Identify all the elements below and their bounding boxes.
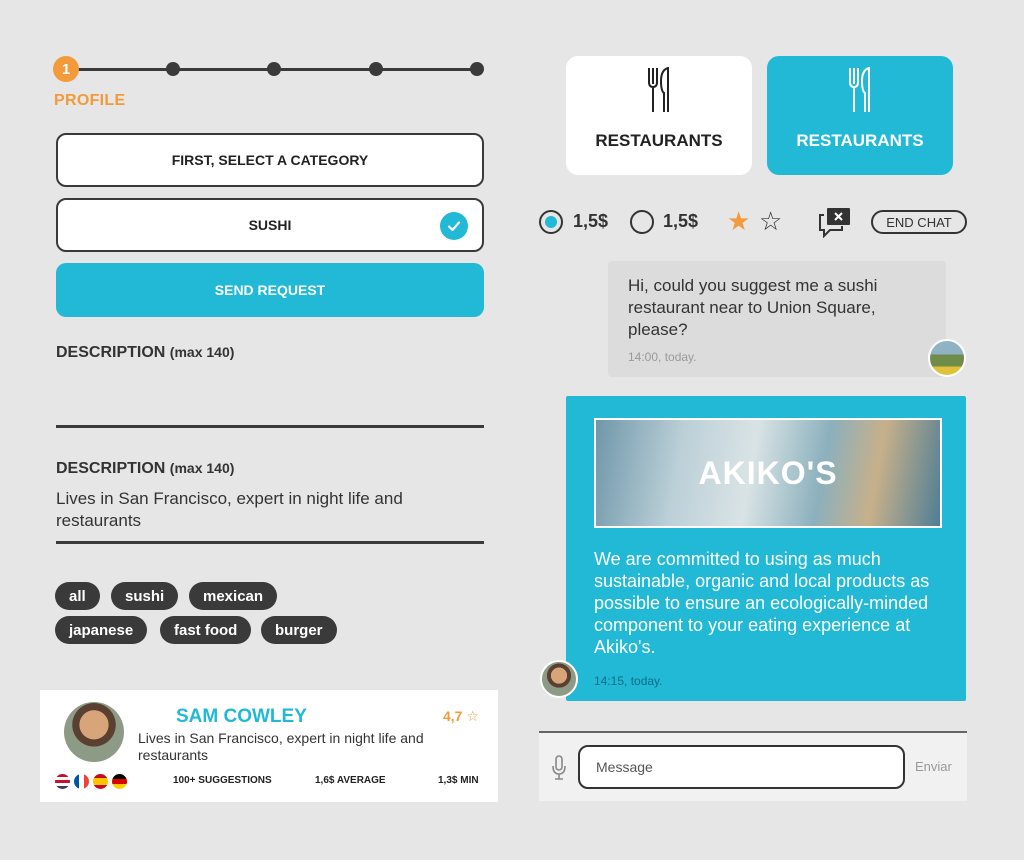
description-limit: (max 140) (169, 344, 235, 360)
description-underline (56, 541, 484, 544)
description-label-empty (56, 344, 234, 362)
message-input[interactable] (578, 745, 905, 789)
send-request-button[interactable]: SEND REQUEST (56, 263, 484, 317)
tag-japanese[interactable]: japanese (55, 616, 147, 644)
radio-selected[interactable] (539, 210, 563, 234)
restaurant-banner[interactable] (594, 418, 942, 528)
step-dot-2[interactable] (166, 62, 180, 76)
fork-knife-icon (647, 67, 671, 113)
profile-bio: Lives in San Francisco, expert in night life and restaurants (138, 730, 424, 763)
incoming-time: 14:00, today. (628, 350, 697, 364)
radio-unselected[interactable] (630, 210, 654, 234)
stat-suggestions: 100+ SUGGESTIONS (173, 775, 272, 786)
select-category-button[interactable]: FIRST, SELECT A CATEGORY (56, 133, 484, 187)
outgoing-time: 14:15, today. (594, 674, 663, 688)
stat-min: 1,3$ MIN (438, 775, 479, 786)
tile-label: RESTAURANTS (595, 131, 723, 150)
message-composer (539, 731, 967, 801)
step-label: PROFILE (54, 92, 126, 109)
step-active-1[interactable]: 1 (53, 56, 79, 82)
send-message-button[interactable]: Enviar (915, 759, 952, 774)
description-limit: (max 140) (169, 460, 235, 476)
flag-de-icon (112, 774, 127, 789)
tag-sushi[interactable]: sushi (111, 582, 178, 610)
tile-restaurants-selected[interactable] (767, 56, 953, 175)
profile-rating (443, 708, 479, 725)
description-label-filled (56, 460, 234, 478)
step-dot-5[interactable] (470, 62, 484, 76)
star-outline-icon: ☆ (466, 708, 479, 724)
rating-value: 4,7 (443, 708, 463, 724)
category-option-label: SUSHI (248, 217, 292, 233)
outgoing-message (566, 396, 966, 701)
profile-card[interactable] (40, 690, 498, 802)
incoming-message-text: Hi, could you suggest me a sushi restaurant near to Union Square, please? (628, 276, 878, 339)
tag-all[interactable]: all (55, 582, 100, 610)
description-input-filled[interactable]: Lives in San Francisco, expert in night life and restaurants (56, 489, 403, 530)
price-label-1: 1,5$ (573, 211, 609, 231)
flag-us-icon (55, 774, 70, 789)
star-filled-icon[interactable]: ★ (727, 206, 751, 236)
avatar (64, 702, 124, 762)
microphone-icon[interactable] (551, 755, 567, 781)
fork-knife-icon (848, 67, 872, 113)
description-title: DESCRIPTION (56, 344, 166, 361)
flag-es-icon (93, 774, 108, 789)
stat-average: 1,6$ AVERAGE (315, 775, 386, 786)
star-outline-icon[interactable]: ☆ (759, 206, 783, 236)
tag-mexican[interactable]: mexican (189, 582, 277, 610)
close-chat-icon[interactable] (818, 206, 852, 238)
tile-label: RESTAURANTS (796, 131, 924, 150)
incoming-message (608, 261, 946, 377)
step-dot-4[interactable] (369, 62, 383, 76)
description-title: DESCRIPTION (56, 460, 166, 477)
restaurant-name: AKIKO'S (698, 454, 838, 491)
profile-name: SAM COWLEY (176, 706, 307, 727)
flag-fr-icon (74, 774, 89, 789)
tag-fast-food[interactable]: fast food (160, 616, 251, 644)
tag-burger[interactable]: burger (261, 616, 337, 644)
expert-avatar (540, 660, 578, 698)
tile-restaurants-default[interactable] (566, 56, 752, 175)
user-avatar (928, 339, 966, 377)
outgoing-message-text: We are committed to using as much sustainable, organic and local products as possible to ensure an ecologically-minded component to your eating experience at Akiko's. (594, 549, 930, 657)
step-dot-3[interactable] (267, 62, 281, 76)
category-option-sushi[interactable] (56, 198, 484, 252)
price-label-2: 1,5$ (663, 211, 699, 231)
checkmark-icon (440, 212, 468, 240)
end-chat-button[interactable]: END CHAT (871, 210, 967, 234)
description-input-empty[interactable] (56, 425, 484, 428)
